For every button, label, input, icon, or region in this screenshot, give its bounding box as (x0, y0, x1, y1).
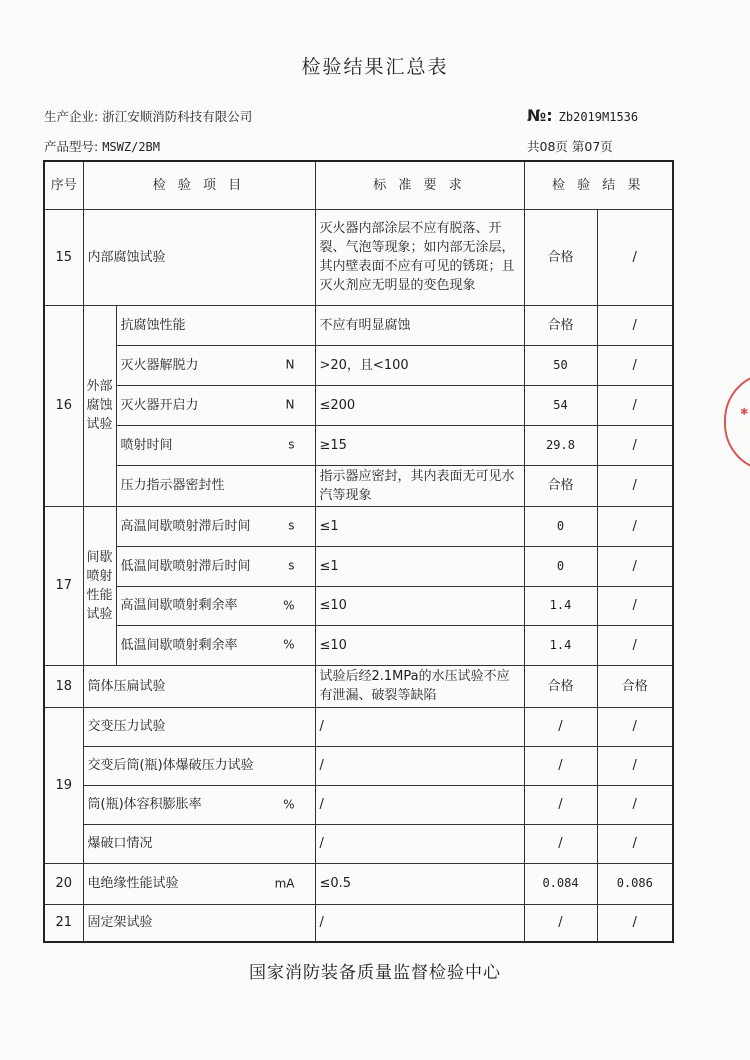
row-result: 0 (524, 506, 597, 546)
row-item-label: 低温间歇喷射剩余率 (120, 637, 238, 653)
row-unit: s (288, 558, 295, 573)
row-requirement: 灭火器内部涂层不应有脱落、开裂、气泡等现象；如内部无涂层，其内壁表面不应有可见的锈斑；且灭火剂应无明显的变色现象 (315, 209, 524, 305)
red-seal-stamp (724, 372, 750, 472)
model-value: MSWZ/2BM (102, 140, 160, 154)
row-requirement: 指示器应密封，其内表面无可见水汽等现象 (315, 465, 524, 506)
model-line (44, 137, 160, 155)
row-result: 0.084 (524, 863, 597, 904)
row-seq: 17 (44, 506, 83, 665)
row-result-2: / (597, 546, 673, 586)
row-item (116, 345, 315, 385)
row-unit: % (283, 637, 295, 652)
row-item: 内部腐蚀试验 (83, 209, 315, 305)
row-requirement: ≤200 (315, 385, 524, 425)
row-result: / (524, 785, 597, 824)
row-result: 合格 (524, 209, 597, 305)
row-seq: 20 (44, 863, 83, 904)
row-requirement: ≥15 (315, 425, 524, 465)
row-item-label: 灭火器解脱力 (120, 357, 199, 373)
row-seq: 21 (44, 904, 83, 942)
row-requirement: ≤0.5 (315, 863, 524, 904)
row-unit: % (283, 797, 295, 811)
row-item-label: 抗腐蚀性能 (120, 317, 186, 333)
table-row (44, 586, 673, 625)
row-item-label: 爆破口情况 (87, 836, 153, 851)
row-group: 间歇喷射性能试验 (83, 506, 116, 665)
row-item (116, 425, 315, 465)
table-row (44, 863, 673, 904)
company-label: 生产企业: (44, 109, 99, 124)
issuing-organization: 国家消防装备质量监督检验中心 (249, 963, 501, 983)
table-row (44, 904, 673, 942)
row-item-label: 压力指示器密封性 (120, 478, 225, 493)
row-result: / (524, 824, 597, 863)
row-seq: 15 (44, 209, 83, 305)
column-header-result: 检 验 结 果 (524, 161, 673, 209)
row-item (116, 465, 315, 506)
table-header-row (44, 161, 673, 209)
table-row (44, 546, 673, 586)
row-item-label: 筒(瓶)体容积膨胀率 (87, 797, 202, 812)
row-requirement: ≤10 (315, 625, 524, 665)
row-item-label: 低温间歇喷射滞后时间 (120, 558, 251, 574)
row-requirement: >20，且<100 (315, 345, 524, 385)
row-unit: mA (274, 876, 295, 890)
row-result: / (524, 746, 597, 785)
row-result-2: 合格 (597, 665, 673, 707)
results-table (43, 160, 674, 943)
row-seq: 16 (44, 305, 83, 506)
table-row (44, 665, 673, 707)
row-item-label: 交变后筒(瓶)体爆破压力试验 (87, 758, 254, 773)
row-item (83, 785, 315, 824)
row-requirement: ≤1 (315, 546, 524, 586)
table-row (44, 746, 673, 785)
page-count: 共08页 第07页 (527, 139, 613, 154)
row-result-2: / (597, 506, 673, 546)
row-item (83, 904, 315, 942)
row-requirement: ≤10 (315, 586, 524, 625)
row-result-2: / (597, 904, 673, 942)
row-result-2: / (597, 707, 673, 746)
row-result: 合格 (524, 665, 597, 707)
row-item-label: 喷射时间 (120, 437, 173, 453)
table-row (44, 465, 673, 506)
table-row (44, 385, 673, 425)
row-result: / (524, 707, 597, 746)
row-unit: N (285, 357, 295, 372)
row-item-label: 高温间歇喷射剩余率 (120, 598, 238, 613)
row-result-2: / (597, 785, 673, 824)
row-result-2: / (597, 425, 673, 465)
row-result-2: 0.086 (597, 863, 673, 904)
table-row (44, 425, 673, 465)
row-result: / (524, 904, 597, 942)
company-name: 浙江安顺消防科技有限公司 (102, 109, 253, 124)
table-row (44, 345, 673, 385)
row-result: 合格 (524, 305, 597, 345)
report-number-sign: №: (527, 106, 553, 125)
row-seq: 18 (44, 665, 83, 707)
row-result-2: / (597, 465, 673, 506)
row-unit: s (288, 518, 295, 533)
row-item (83, 863, 315, 904)
row-result-2: / (597, 586, 673, 625)
table-row (44, 305, 673, 345)
report-number: Zb2019M1536 (558, 110, 639, 124)
row-item: 筒体压扁试验 (83, 665, 315, 707)
row-result-2: / (597, 385, 673, 425)
row-requirement: / (315, 707, 524, 746)
seal-mark-icon: ✱ (740, 407, 749, 418)
row-item-label: 固定架试验 (87, 915, 153, 931)
row-requirement: / (315, 904, 524, 942)
row-requirement: ≤1 (315, 506, 524, 546)
row-unit: N (285, 397, 295, 412)
row-item-label: 电绝缘性能试验 (87, 876, 179, 891)
row-group: 外部腐蚀试验 (83, 305, 116, 506)
row-item-label: 高温间歇喷射滞后时间 (120, 518, 251, 534)
table-row (44, 625, 673, 665)
row-result: 1.4 (524, 586, 597, 625)
table-row (44, 824, 673, 863)
row-item (116, 625, 315, 665)
row-result: 0 (524, 546, 597, 586)
row-result-2: / (597, 625, 673, 665)
row-requirement: 试验后经2.1MPa的水压试验不应有泄漏、破裂等缺陷 (315, 665, 524, 707)
row-item (83, 746, 315, 785)
row-result: 54 (524, 385, 597, 425)
row-item (116, 305, 315, 345)
row-item (83, 824, 315, 863)
row-result-2: / (597, 209, 673, 305)
row-seq: 19 (44, 707, 83, 863)
row-result-2: / (597, 345, 673, 385)
row-requirement: 不应有明显腐蚀 (315, 305, 524, 345)
row-result: 50 (524, 345, 597, 385)
company-line (44, 107, 252, 125)
row-requirement: / (315, 824, 524, 863)
row-item (116, 586, 315, 625)
row-result: 1.4 (524, 625, 597, 665)
row-item-label: 交变压力试验 (87, 719, 166, 734)
row-item (116, 385, 315, 425)
table-row (44, 785, 673, 824)
row-result-2: / (597, 746, 673, 785)
table-row (44, 209, 673, 305)
report-number-line (527, 106, 638, 125)
row-item (116, 546, 315, 586)
row-item (116, 506, 315, 546)
page-title: 检验结果汇总表 (301, 56, 449, 78)
row-result-2: / (597, 824, 673, 863)
row-item-label: 灭火器开启力 (120, 397, 199, 413)
row-result: 合格 (524, 465, 597, 506)
row-result: 29.8 (524, 425, 597, 465)
row-unit: % (283, 598, 295, 612)
column-header-seq: 序号 (44, 161, 83, 209)
column-header-requirement: 标 准 要 求 (315, 161, 524, 209)
row-result-2: / (597, 305, 673, 345)
model-label: 产品型号: (44, 139, 99, 154)
table-row (44, 506, 673, 546)
column-header-item: 检 验 项 目 (83, 161, 315, 209)
row-requirement: / (315, 746, 524, 785)
row-item (83, 707, 315, 746)
row-requirement: / (315, 785, 524, 824)
table-row (44, 707, 673, 746)
row-unit: s (288, 437, 295, 452)
